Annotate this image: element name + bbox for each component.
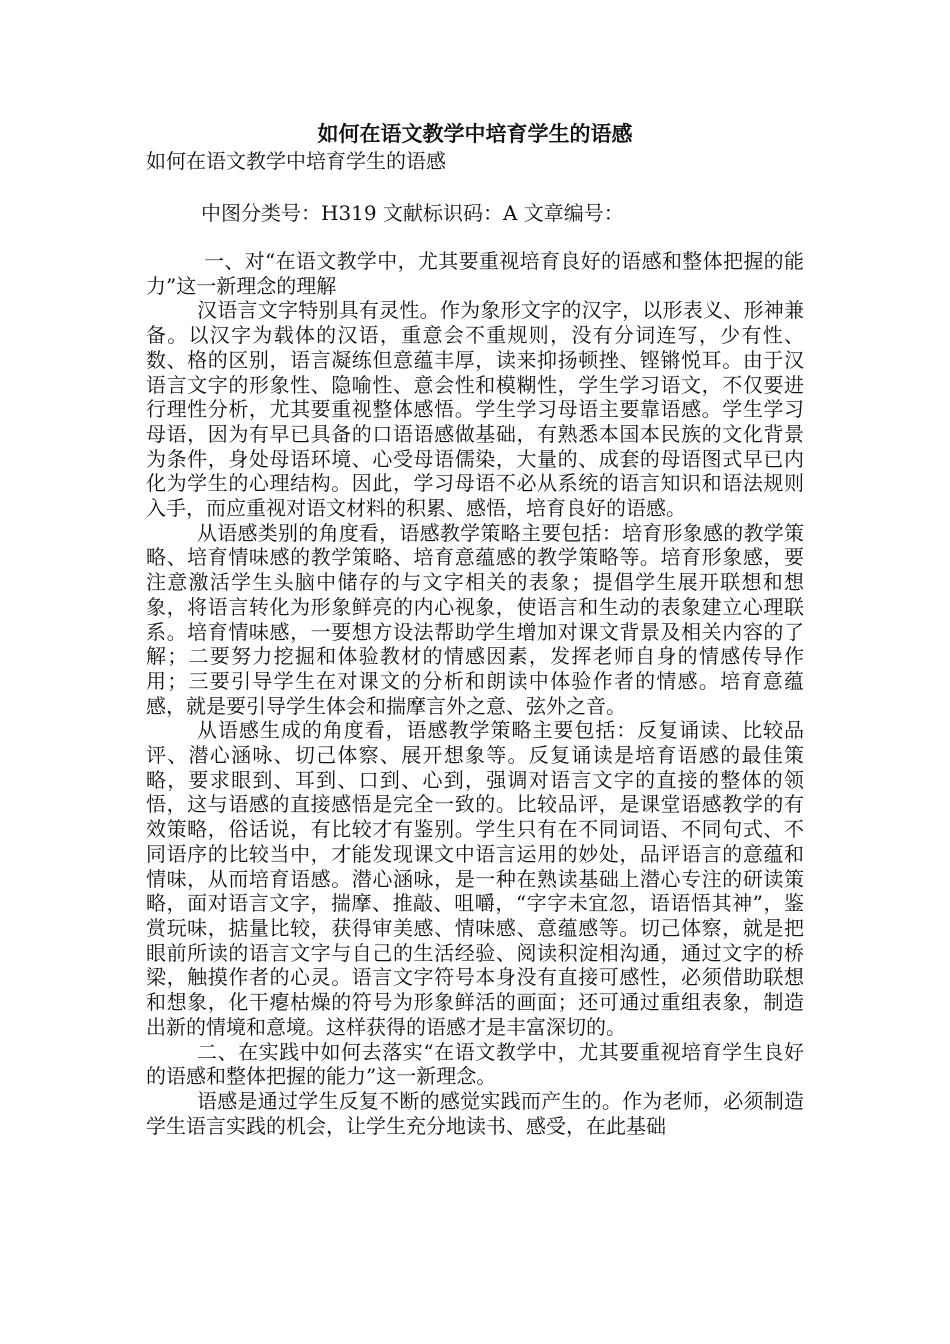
document-body: [146, 249, 804, 1138]
paragraph: 汉语言文字特别具有灵性。作为象形文字的汉字，以形表义、形神兼备。以汉字为载体的汉语，重意会不重规则，没有分词连写，少有性、数、格的区别，语言凝练但意蕴丰厚，读来抑扬顿挫、铿锵悦耳。由于汉语言文字的形象性、隐喻性、意会性和模糊性，学生学习语文，不仅要进行理性分析，尤其要重视整体感悟。学生学习母语主要靠语感。学生学习母语，因为有早已具备的口语语感做基础，有熟悉本国本民族的文化背景为条件，身处母语环境、心受母语儒染，大量的、成套的母语图式早已内化为学生的心理结构。因此，学习母语不必从系统的语言知识和语法规则入手，而应重视对语文材料的积累、感悟，培育良好的语感。: [146, 298, 804, 521]
classification-line: 中图分类号：H319 文献标识码：A 文章编号：: [201, 201, 624, 225]
paragraph: 语感是通过学生反复不断的感觉实践而产生的。作为老师，必须制造学生语言实践的机会，让学生充分地读书、感受，在此基础: [146, 1088, 804, 1138]
section-heading-2: 二、在实践中如何去落实“在语文教学中，尤其要重视培育学生良好的语感和整体把握的能力”这一新理念。: [146, 1039, 804, 1089]
paragraph: 从语感生成的角度看，语感教学策略主要包括：反复诵读、比较品评、潜心涵咏、切己体察、展开想象等。反复诵读是培育语感的最佳策略，要求眼到、耳到、口到、心到，强调对语言文字的直接的整体的领悟，这与语感的直接感悟是完全一致的。比较品评，是课堂语感教学的有效策略，俗话说，有比较才有鉴别。学生只有在不同词语、不同句式、不同语序的比较当中，才能发现课文中语言运用的妙处，品评语言的意蕴和情味，从而培育语感。潜心涵咏，是一种在熟读基础上潜心专注的研读策略，面对语言文字，揣摩、推敲、咀嚼，“字字未宜忽，语语悟其神”，鉴赏玩味，掂量比较，获得审美感、情味感、意蕴感等。切己体察，就是把眼前所读的语言文字与自己的生活经验、阅读积淀相沟通，通过文字的桥梁，触摸作者的心灵。语言文字符号本身没有直接可感性，必须借助联想和想象，化干瘪枯燥的符号为形象鲜活的画面；还可通过重组表象，制造出新的情境和意境。这样获得的语感才是丰富深切的。: [146, 718, 804, 1039]
section-heading-1: 一、对“在语文教学中，尤其要重视培育良好的语感和整体把握的能力”这一新理念的理解: [146, 249, 804, 298]
document-title: 如何在语文教学中培育学生的语感: [317, 121, 633, 146]
document-subtitle: 如何在语文教学中培育学生的语感: [146, 149, 446, 173]
paragraph: 从语感类别的角度看，语感教学策略主要包括：培育形象感的教学策略、培育情味感的教学策略、培育意蕴感的教学策略等。培育形象感，要注意激活学生头脑中储存的与文字相关的表象；提倡学生展开联想和想象，将语言转化为形象鲜亮的内心视象，使语言和生动的表象建立心理联系。培育情味感，一要想方设法帮助学生增加对课文背景及相关内容的了解；二要努力挖掘和体验教材的情感因素，发挥老师自身的情感传导作用；三要引导学生在对课文的分析和朗读中体验作者的情感。培育意蕴感，就是要引导学生体会和揣摩言外之意、弦外之音。: [146, 520, 804, 718]
